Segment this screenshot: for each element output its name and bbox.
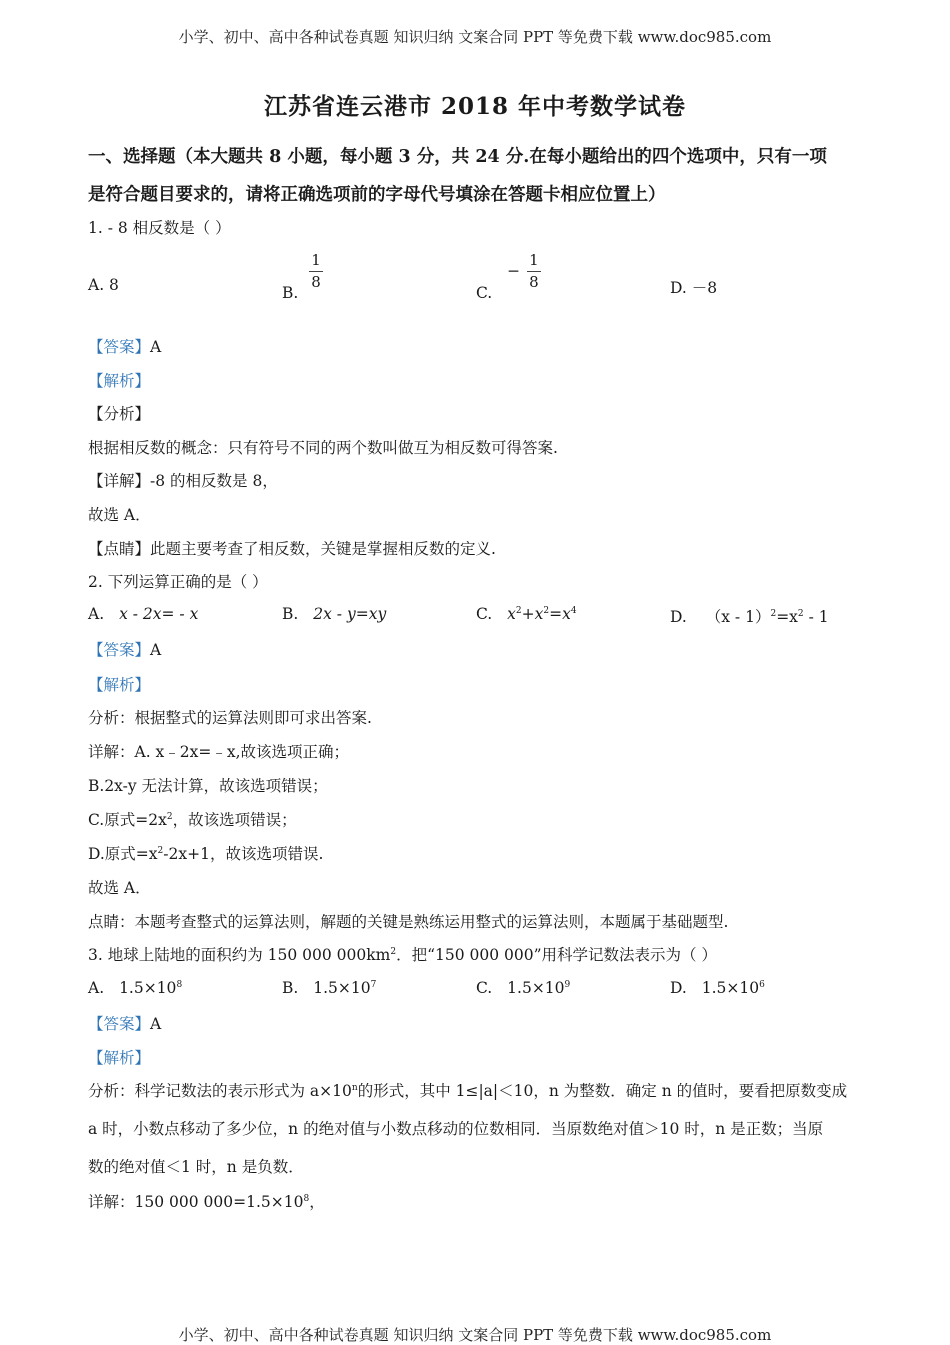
q2-detail-c: [88, 808, 297, 830]
q3-answer-value: A: [150, 1015, 162, 1033]
q3-option-b: [282, 979, 376, 997]
q1-option-b-denominator: 8: [311, 273, 321, 291]
q3-option-b-label: B.: [282, 979, 299, 997]
q2-option-c-eq: =x: [549, 605, 571, 623]
q1-analysis: 根据相反数的概念：只有符号不同的两个数叫做互为相反数可得答案.: [88, 439, 558, 457]
q1-option-c-numerator: 1: [527, 253, 541, 272]
q3-option-d-exp: 6: [759, 979, 765, 990]
q3-analysis-line1-pre: 分析：科学记数法的表示形式为 a×10: [88, 1082, 352, 1100]
q3-analysis-line1: [88, 1079, 847, 1101]
q1-fenxi-tag: 【分析】: [88, 405, 151, 423]
q2-option-b: [282, 605, 386, 623]
q2-option-d-label: D.: [670, 608, 687, 626]
q1-option-c: [476, 251, 541, 302]
q2-jiexi-tag: 【解析】: [88, 676, 151, 694]
q3-option-c-exp: 9: [564, 979, 571, 990]
q3-option-c: [476, 979, 570, 997]
q1-option-b: [282, 251, 323, 302]
q2-option-d-exp: 2: [770, 608, 777, 619]
q2-comment: 点睛：本题考查整式的运算法则，解题的关键是熟练运用整式的运算法则，本题属于基础题型.: [88, 913, 729, 931]
q2-answer-value: A: [150, 641, 162, 659]
section-heading-line2: 是符合题目要求的，请将正确选项前的字母代号填涂在答题卡相应位置上）: [88, 185, 666, 205]
q2-option-d-eq: =x: [776, 608, 798, 626]
q3-stem: [88, 943, 717, 965]
q1-option-c-fraction: [527, 253, 541, 290]
q1-option-b-numerator: 1: [309, 253, 323, 272]
page-title: 江苏省连云港市 2018 年中考数学试卷: [263, 93, 687, 120]
q3-option-b-base: 1.5×10: [313, 979, 371, 997]
q1-detail: 【详解】-8 的相反数是 8，: [88, 472, 278, 490]
q2-detail-d-exp: 2: [157, 845, 164, 856]
q2-option-d-tail: - 1: [803, 608, 829, 626]
q3-analysis-line1-exp: n: [351, 1082, 358, 1093]
q2-answer: [88, 638, 161, 660]
q2-detail-c-pre: C.原式=2x: [88, 811, 167, 829]
q2-option-c-x1: x: [507, 605, 516, 623]
q1-option-b-label: B.: [282, 283, 299, 302]
q2-option-c-exp1: 2: [515, 605, 522, 616]
q2-option-a-label: A.: [88, 605, 105, 623]
q3-analysis-line2: a 时，小数点移动了多少位，n 的绝对值与小数点移动的位数相同．当原数绝对值＞10 时，n 是正数；当原: [88, 1120, 824, 1138]
q3-option-a-exp: 8: [176, 979, 183, 990]
q3-stem-post: ．把“150 000 000”用科学记数法表示为（ ）: [396, 946, 717, 964]
q2-analysis: 分析：根据整式的运算法则即可求出答案.: [88, 709, 372, 727]
q2-detail-b: B.2x-y 无法计算，故该选项错误；: [88, 777, 328, 795]
q3-option-b-exp: 7: [370, 979, 377, 990]
q2-option-b-label: B.: [282, 605, 299, 623]
q3-option-a-label: A.: [88, 979, 105, 997]
q3-option-d-label: D.: [670, 979, 687, 997]
q2-detail-c-post: ，故该选项错误；: [172, 811, 297, 829]
q3-option-c-base: 1.5×10: [507, 979, 565, 997]
q3-detail-post: ，: [309, 1193, 325, 1211]
q3-detail-exp: 8: [303, 1193, 310, 1204]
q2-option-c-exp3: 4: [570, 605, 577, 616]
q3-stem-pre: 3. 地球上陆地的面积约为 150 000 000km: [88, 946, 391, 964]
q2-option-c-exp2: 2: [543, 605, 550, 616]
q3-option-c-label: C.: [476, 979, 493, 997]
q2-detail-c-exp: 2: [166, 811, 173, 822]
q3-option-a-base: 1.5×10: [119, 979, 177, 997]
section-heading-line1: 一、选择题（本大题共 8 小题，每小题 3 分，共 24 分.在每小题给出的四个选项中，只有一项: [88, 147, 827, 167]
q1-answer-value: A: [150, 338, 162, 356]
q3-analysis-line1-post: 的形式，其中 1≤|a|＜10，n 为整数．确定 n 的值时，要看把原数变成: [357, 1082, 848, 1100]
q1-choose: 故选 A．: [88, 506, 151, 524]
q1-stem: 1. - 8 相反数是（ ）: [88, 219, 231, 237]
q3-option-d-base: 1.5×10: [701, 979, 760, 997]
q2-detail-d: [88, 842, 323, 864]
q3-analysis-line3: 数的绝对值＜1 时，n 是负数．: [88, 1158, 304, 1176]
page-header: 小学、初中、高中各种试卷真题 知识归纳 文案合同 PPT 等免费下载 www.doc985.com: [178, 28, 772, 46]
q2-answer-tag: 【答案】: [88, 641, 151, 659]
q3-detail-pre: 详解：150 000 000=1.5×10: [88, 1193, 304, 1211]
q1-option-a: A. 8: [88, 276, 119, 294]
q2-option-a-expr: x - 2x= - x: [119, 605, 199, 623]
q2-option-d: [670, 605, 829, 627]
q2-choose: 故选 A．: [88, 879, 151, 897]
q2-detail-a: 详解：A. x﹣2x=﹣x,故该选项正确；: [88, 743, 350, 761]
q1-jiexi-tag: 【解析】: [88, 372, 151, 390]
q2-option-b-expr: 2x - y=xy: [313, 605, 387, 623]
q3-option-a: [88, 979, 182, 997]
q2-option-c: [476, 605, 577, 623]
q3-stem-exp: 2: [390, 946, 397, 957]
q2-detail-d-post: -2x+1，故该选项错误.: [163, 845, 324, 863]
q1-option-c-denominator: 8: [529, 273, 539, 291]
q3-jiexi-tag: 【解析】: [88, 1049, 151, 1067]
q2-option-d-base: （x - 1）: [705, 608, 771, 626]
q3-answer-tag: 【答案】: [88, 1015, 151, 1033]
q3-answer: [88, 1012, 161, 1034]
q1-option-b-fraction: [309, 253, 323, 290]
q1-option-d: D. －8: [670, 279, 718, 297]
q1-comment: 【点睛】此题主要考查了相反数，关键是掌握相反数的定义.: [88, 540, 496, 558]
q2-detail-d-pre: D.原式=x: [88, 845, 158, 863]
q2-option-c-plus: +x: [521, 605, 544, 623]
q3-option-d: [670, 979, 765, 997]
q1-answer-tag: 【答案】: [88, 338, 151, 356]
q2-option-d-exp2: 2: [797, 608, 804, 619]
q1-option-c-sign: −: [507, 261, 521, 280]
q1-answer: [88, 335, 161, 357]
q2-stem: 2. 下列运算正确的是（ ）: [88, 573, 268, 591]
q2-option-c-label: C.: [476, 605, 493, 623]
q3-detail: [88, 1190, 325, 1212]
page-footer: 小学、初中、高中各种试卷真题 知识归纳 文案合同 PPT 等免费下载 www.doc985.com: [178, 1326, 772, 1344]
q1-option-c-label: C.: [476, 283, 493, 302]
q2-option-a: [88, 605, 198, 623]
